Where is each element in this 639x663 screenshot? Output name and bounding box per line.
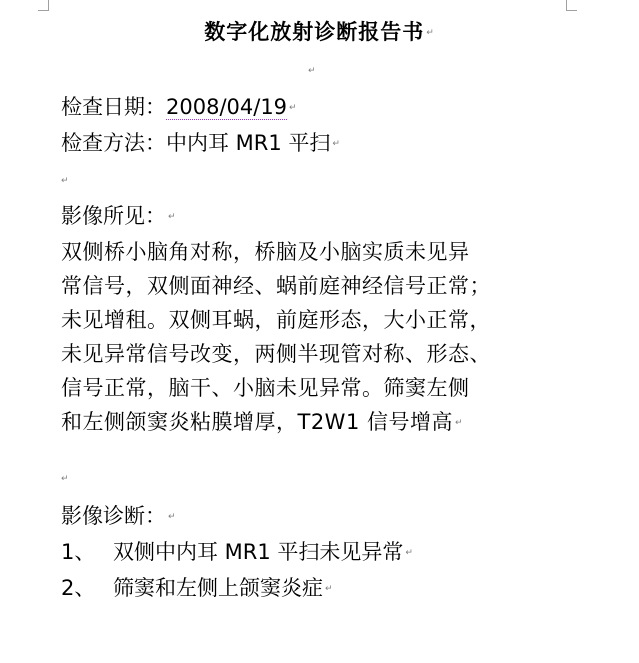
- findings-line: 未见增租。双侧耳蜗，前庭形态，大小正常，: [61, 308, 491, 332]
- exam-date-label: 检查日期：: [61, 95, 166, 119]
- page-margin-corner-top-left: [38, 0, 49, 11]
- exam-date-line[interactable]: [61, 90, 581, 125]
- findings-line-text: 和左侧颌窦炎粘膜增厚，T2W1 信号增高: [61, 410, 453, 434]
- diagnosis-item[interactable]: [61, 535, 413, 570]
- paragraph-mark-icon: ↵: [426, 28, 435, 38]
- paragraph-mark-icon: ↵: [289, 103, 297, 113]
- paragraph-mark-icon: ↵: [325, 584, 333, 594]
- findings-line: 未见异常信号改变，两侧半现管对称、形态、: [61, 342, 491, 366]
- findings-paragraph[interactable]: [61, 235, 581, 440]
- exam-method-label: 检查方法：: [61, 131, 166, 155]
- diagnosis-item-text: 筛窦和左侧上颌窦炎症: [113, 576, 323, 600]
- findings-line: 常信号，双侧面神经、蜗前庭神经信号正常；: [61, 274, 491, 298]
- empty-paragraph-mark-icon: ↵: [308, 66, 316, 76]
- diagnosis-heading-line[interactable]: [61, 499, 581, 534]
- diagnosis-item[interactable]: [61, 571, 333, 606]
- findings-line: 双侧桥小脑角对称，桥脑及小脑实质未见异: [61, 240, 470, 264]
- findings-line: 信号正常，脑干、小脑未见异常。筛窦左侧: [61, 376, 470, 400]
- paragraph-mark-icon: ↵: [405, 548, 413, 558]
- empty-paragraph-mark-icon: ↵: [61, 176, 69, 186]
- findings-heading-line[interactable]: [61, 199, 581, 234]
- paragraph-mark-icon: ↵: [168, 512, 176, 522]
- diagnosis-item-number: 2、: [61, 576, 96, 600]
- exam-method-line[interactable]: [61, 126, 581, 161]
- diagnosis-item-number: 1、: [61, 540, 96, 564]
- exam-method-value: 中内耳 MR1 平扫: [166, 131, 331, 155]
- paragraph-mark-icon: ↵: [168, 212, 176, 222]
- document-title-text: 数字化放射诊断报告书: [204, 20, 425, 44]
- findings-heading: 影像所见：: [61, 204, 166, 228]
- paragraph-mark-icon: ↵: [332, 139, 340, 149]
- exam-date-value: 2008/04/19: [166, 95, 288, 119]
- diagnosis-heading: 影像诊断：: [61, 504, 166, 528]
- findings-line-last: [61, 405, 581, 440]
- empty-paragraph-mark-icon: ↵: [61, 474, 69, 484]
- diagnosis-item-text: 双侧中内耳 MR1 平扫未见异常: [113, 540, 404, 564]
- paragraph-mark-icon: ↵: [455, 418, 464, 428]
- document-title[interactable]: [0, 16, 639, 46]
- page-margin-corner-top-right: [566, 0, 577, 11]
